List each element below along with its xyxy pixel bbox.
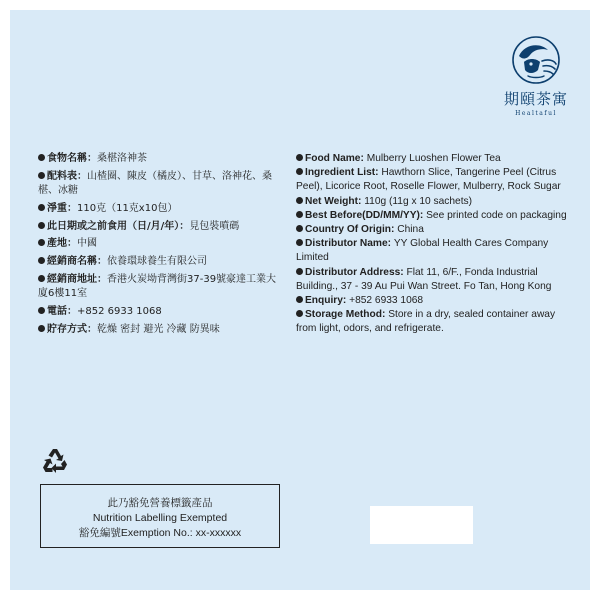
cn-best-before: 此日期或之前食用（日/月/年）：見包裝噴碼 xyxy=(38,220,278,234)
bullet-icon xyxy=(38,307,45,314)
bullet-icon xyxy=(296,268,303,275)
bullet-icon xyxy=(38,222,45,229)
bullet-icon xyxy=(38,239,45,246)
en-food-name: Food Name: Mulberry Luoshen Flower Tea xyxy=(296,152,578,166)
brand-logo xyxy=(496,34,576,134)
en-storage: Storage Method: Store in a dry, sealed container away from light, odors, and refrigerate. xyxy=(296,309,556,335)
bullet-icon xyxy=(296,225,303,232)
exemption-line-chinese: 此乃豁免營養標籤產品 xyxy=(107,497,213,509)
recycle-icon xyxy=(40,446,70,476)
bullet-icon xyxy=(38,172,45,179)
cn-food-name: 食物名稱：桑椹洛神茶 xyxy=(38,152,278,166)
en-net-weight: Net Weight: 110g (11g x 10 sachets) xyxy=(296,195,578,209)
nutrition-exemption-box xyxy=(40,484,280,548)
cn-net-weight: 淨重：110克（11克x10包） xyxy=(38,202,278,216)
bullet-icon xyxy=(38,154,45,161)
english-info-column xyxy=(296,152,578,337)
cn-distributor-name: 經銷商名稱：依養環球養生有限公司 xyxy=(38,255,278,269)
en-distributor-address: Distributor Address: Flat 11, 6/F., Fonda Industrial Building., 37 - 39 Au Pui Wan Street. Fo Tan, Hong Kong xyxy=(296,266,552,292)
en-enquiry: Enquiry: +852 6933 1068 xyxy=(296,294,578,308)
exemption-number: 豁免編號Exemption No.: xx-xxxxxx xyxy=(78,527,242,539)
exemption-line-english: Nutrition Labelling Exempted xyxy=(92,512,228,524)
bullet-icon xyxy=(296,310,303,317)
bullet-icon xyxy=(296,211,303,218)
bullet-icon xyxy=(38,325,45,332)
cn-ingredients: 配料表：山楂圈、陳皮（橘皮）、甘草、洛神花、桑椹、冰糖 xyxy=(38,170,272,197)
bullet-icon xyxy=(296,296,303,303)
bullet-icon xyxy=(38,275,45,282)
cn-phone: 電話：+852 6933 1068 xyxy=(38,305,278,319)
bullet-icon xyxy=(296,154,303,161)
brand-name-chinese: 期頤茶寓 xyxy=(503,90,568,108)
cn-origin: 產地：中國 xyxy=(38,237,278,251)
bullet-icon xyxy=(296,239,303,246)
bullet-icon xyxy=(38,257,45,264)
brand-name-english: Healtaful xyxy=(515,110,557,117)
bullet-icon xyxy=(38,204,45,211)
chinese-info-column xyxy=(38,152,278,341)
en-origin: Country Of Origin: China xyxy=(296,223,578,237)
tea-cup-face-logo-icon xyxy=(510,34,562,86)
bullet-icon xyxy=(296,197,303,204)
blank-code-area xyxy=(370,506,473,544)
label-panel xyxy=(10,10,590,590)
en-best-before: Best Before(DD/MM/YY): See printed code on packaging xyxy=(296,209,578,223)
bullet-icon xyxy=(296,168,303,175)
cn-storage: 貯存方式：乾燥 密封 避光 冷藏 防異味 xyxy=(38,323,278,337)
en-distributor-name: Distributor Name: YY Global Health Cares Company Limited xyxy=(296,238,549,264)
en-ingredients: Ingredient List: Hawthorn Slice, Tangerine Peel (Citrus Peel), Licorice Root, Roselle Flower, Mulberry, Rock Sugar xyxy=(296,167,561,193)
cn-distributor-address: 經銷商地址：香港火炭坳背灣街37-39號豪達工業大廈6樓11室 xyxy=(38,274,277,300)
